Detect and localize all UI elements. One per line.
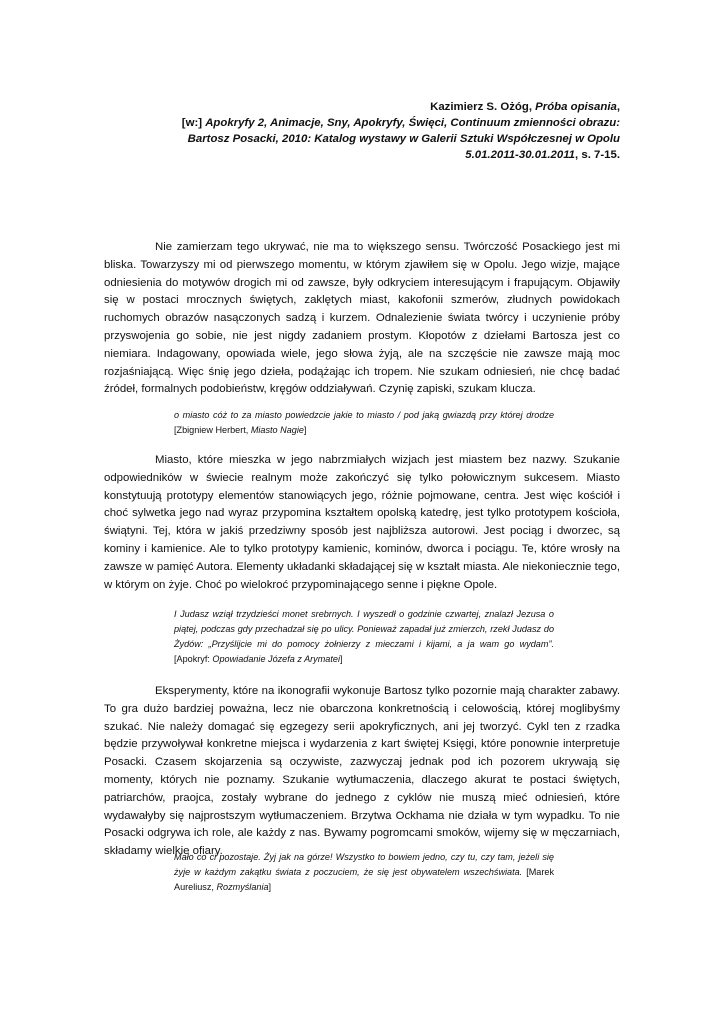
quote-text: I Judasz wziął trzydzieści monet srebrnych. I wyszedł o godzinie czwartej, znalazł Jezusa o piątej, podczas gdy przechadzał się po ulicy. Ponieważ zapadał już zmierzch, rzekł Judasz do Żydów: „Przyślijcie mi do pomocy żołnierzy z mieczami i kijami, a ja wam go wydam”. [174,609,554,649]
paragraph-2: Miasto, które mieszka w jego nabrzmiałych wizjach jest miastem bez nazwy. Szukanie odpowiedników w świecie realnym może zakończyć się tylko połowicznym sukcesem. Miasto konstytuują prototypy elementów stanowiących jego, różnie pojmowane, centra. Jest więc kościół i choć sylwetka jego nad wyraz przypomina kształtem opolską katedrę, jest tylko prototypem kościoła, świątyni. Tej, która w jakiś przedziwny sposób jest najbliższa autorowi. Jest pociąg i dworzec, są kominy i kamienice. Ale to tylko prototypy kamienic, kominów, dworca i pociągu. Te, które wrosły na zawsze w pamięć Autora. Elementy układanki składającej się w kształt miasta. Ale niekoniecznie tego, w którym on żyje. Choć po wielokroć przypominającego senne i piękne Opole. [104,454,620,591]
citation-source-2: Bartosz Posacki, 2010: Katalog wystawy w Galerii Sztuki Współczesnej w Opolu [187,133,620,145]
quote-text: Mało co ci pozostaje. Żyj jak na górze! Wszystko to bowiem jedno, czy tu, czy tam, jeżeli się żyje w każdym zakątku świata z poczuciem, że się jest obywatelem wszechświata. [174,852,554,877]
quote-apokryf [174,607,554,667]
citation-title: Próba opisania [535,101,617,113]
citation-line-2 [150,115,620,131]
paragraph-3: Eksperymenty, które na ikonografii wykonuje Bartosz tylko pozornie mają charakter zabawy. To gra dużo bardziej poważna, lecz nie obarczona konkretnością i celowością, której moglibyśmy szukać. Nie należy domagać się egzegezy serii apokryficznych, ani jej tworzyć. Cykl ten z rzadka będzie przywoływał konkretne miejsca i wydarzenia z kart świętej Księgi, które ponownie interpretuje Posacki. Czasem skojarzenia są oczywiste, zazwyczaj jednak pod ich pozorem ukrywają się momenty, których nie poznamy. Szukanie wytłumaczenia, dlaczego akurat te postaci świętych, patriarchów, praojca, zostały wybrane do jednego z cyklów nie muszą mieć odniesień, które wydawałyby się najprostszym wytłumaczeniem. Brzytwa Ockhama nie działa w tym wypadku. To nie Posacki odgrywa ich role, ale każdy z nas. Bywamy pogromcami smoków, wijemy się w męczarniach, składamy wielkie ofiary. [104,685,620,858]
citation-dates: 5.01.2011-30.01.2011 [465,149,576,161]
citation-line-4 [150,147,620,163]
quote-source: [Apokryf: Opowiadanie Józefa z Arymatei] [174,654,343,664]
paragraph-1: Nie zamierzam tego ukrywać, nie ma to większego sensu. Twórczość Posackiego jest mi bliska. Towarzyszy mi od pierwszego momentu, w którym zjawiłem się w Opolu. Jego wizje, mające odniesienia do motywów drogich mi od zawsze, były odkryciem interesującym i frapującym. Objawiły się w postaci mrocznych świętych, zaklętych miast, kakofonii szmerów, złudnych powidokach ruchomych obrazów nasączonych sadzą i kurzem. Odnalezienie świata twórcy i uczynienie próby przyswojenia go sobie, nie jest nigdy zadaniem prostym. Kłopotów z dziełami Bartosza jest co niemiara. Indagowany, opowiada wiele, jego słowa żyją, ale na szczęście nie zawsze mają moc rozjaśniającą. Więc śnię jego dzieła, podążając ich tropem. Nie szukam odniesień, nie chcę badać źródeł, formalnych podobieństw, kręgów oddziaływań. Czynię zapiski, szukam klucza. [104,241,620,396]
citation-pages: , s. 7-15. [575,149,620,161]
citation-source-1: Apokryfy 2, Animacje, Sny, Apokryfy, Święci, Continuum zmienności obrazu: [205,117,620,129]
quote-source: [Marek Aureliusz, Rozmyślania] [174,867,554,892]
citation-in-label: [w:] [181,117,206,129]
quote-text: o miasto cóż to za miasto powiedzcie jakie to miasto / pod jaką gwiazdą przy której drodze [174,410,554,420]
quote-aureliusz [174,850,554,895]
citation-author: Kazimierz S. Ożóg, [430,101,536,113]
citation-line-1: Kazimierz S. Ożóg, Próba opisania, [430,101,620,113]
quote-herbert [174,408,554,438]
citation-header [150,99,620,163]
citation-line-3 [150,131,620,147]
quote-source: [Zbigniew Herbert, Miasto Nagie] [174,425,307,435]
